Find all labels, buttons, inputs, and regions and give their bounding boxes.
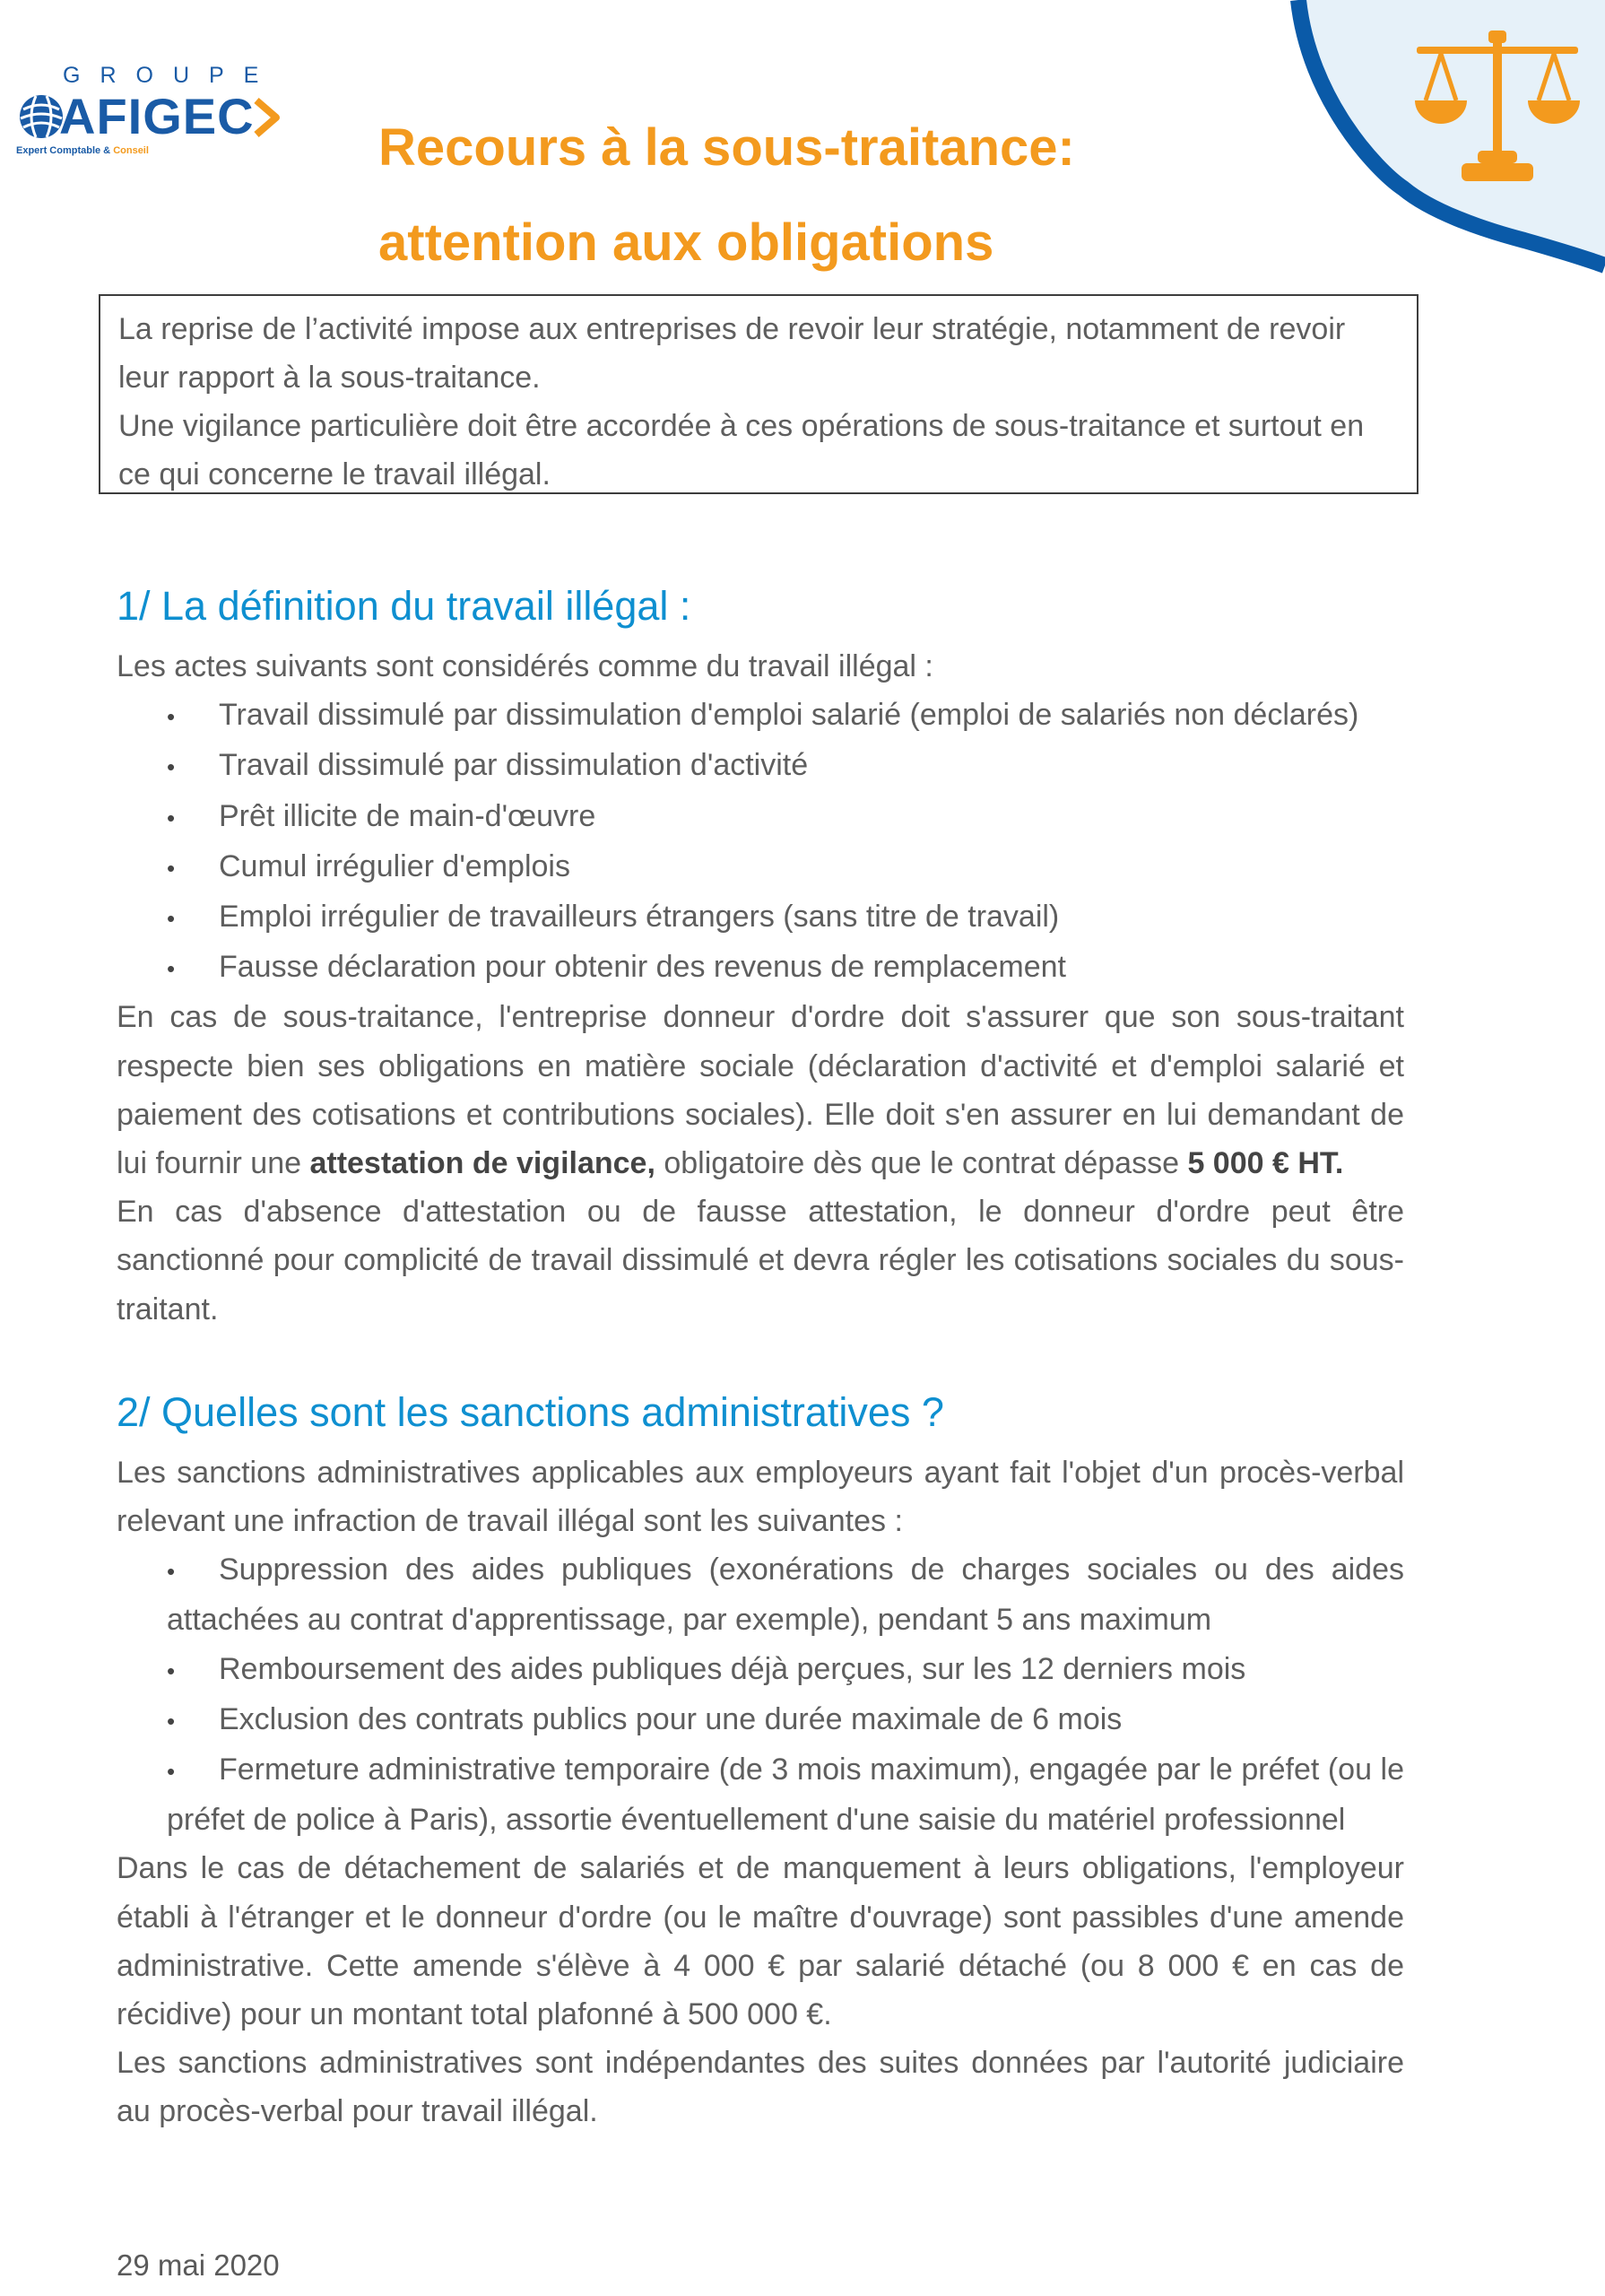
list-item — [117, 792, 1404, 842]
list-item-text: Travail dissimulé par dissimulation d'emploi salarié (emploi de salariés non déclarés) — [219, 698, 1359, 733]
list-item — [117, 691, 1404, 741]
logo-tagline-main: Expert Comptable & — [16, 145, 114, 156]
logo-tagline-accent: Conseil — [113, 145, 149, 156]
intro-box — [99, 294, 1418, 494]
attestation-term: attestation de vigilance, — [309, 1146, 655, 1181]
article-body — [117, 570, 1404, 2136]
list-item — [117, 1645, 1404, 1695]
list-item — [117, 1545, 1404, 1644]
list-item-text: Exclusion des contrats publics pour une durée maximale de 6 mois — [219, 1701, 1123, 1736]
intro-paragraph: La reprise de l’activité impose aux entreprises de revoir leur stratégie, notamment de revoir leur rapport à la sous-traitance. — [118, 312, 1346, 395]
independence-paragraph: Les sanctions administratives sont indépendantes des suites données par l'autorité judiciaire au procès-verbal pour travail illégal. — [117, 2046, 1404, 2129]
section-spacer — [117, 1334, 1404, 1377]
chevron-right-icon — [251, 97, 282, 138]
bullet-icon: • — [167, 1558, 176, 1586]
list-item — [117, 892, 1404, 943]
bullet-icon: • — [167, 703, 176, 731]
logo-brand: AFIGEC — [59, 88, 255, 144]
vigilance-paragraph — [117, 993, 1404, 1187]
threshold-amount: 5 000 € HT. — [1187, 1146, 1344, 1181]
vigilance-text-mid: obligatoire dès que le contrat dépasse — [655, 1146, 1188, 1181]
bullet-icon: • — [167, 1758, 176, 1786]
list-item-text: Fermeture administrative temporaire (de 3 mois maximum), engagée par le préfet (ou le préfet de police à Paris), assortie éventuellement d'une saisie du matériel professionnel — [167, 1752, 1404, 1838]
bullet-icon: • — [167, 955, 176, 983]
intro-paragraph: Une vigilance particulière doit être accordée à ces opérations de sous-traitance et surtout en ce qui concerne le travail illégal. — [118, 409, 1365, 491]
scales-of-justice-icon — [1415, 30, 1580, 181]
complicity-paragraph: En cas d'absence d'attestation ou de fausse attestation, le donneur d'ordre peut être sanctionné pour complicité de travail dissimulé et devra régler les cotisations sociales du sous-traitant. — [117, 1195, 1404, 1326]
list-item — [117, 741, 1404, 791]
section-lead: Les actes suivants sont considérés comme du travail illégal : — [117, 649, 933, 683]
bullet-icon: • — [167, 804, 176, 831]
fine-paragraph: Dans le cas de détachement de salariés et de manquement à leurs obligations, l'employeur établi à l'étranger et le donneur d'ordre (ou le maître d'ouvrage) sont passibles d'une amende administrative. Cette amende s'élève à 4 000 € par salarié détaché (ou 8 000 € en cas de récidive) pour un montant total plafonné à 500 000 €. — [117, 1851, 1404, 2032]
vigilance-text: En cas de sous-traitance, l'entreprise donneur d'ordre doit s'assurer que son sous-traitant respecte bien ses obligations en matière sociale (déclaration d'activité et d'emploi salarié et paiement des cotisations et contributions sociales). Elle doit s'en assurer en lui demandant de lui fournir une — [117, 1000, 1404, 1181]
bullet-icon: • — [167, 753, 176, 781]
list-item — [117, 943, 1404, 993]
list-item-text: Fausse déclaration pour obtenir des revenus de remplacement — [219, 950, 1066, 985]
list-item-text: Cumul irrégulier d'emplois — [219, 848, 570, 883]
list-item-text: Emploi irrégulier de travailleurs étrangers (sans titre de travail) — [219, 900, 1060, 935]
document-date: 29 mai 2020 — [117, 2248, 280, 2282]
logo-group-text: GROUPE — [63, 63, 279, 88]
section-heading-definition: 1/ La définition du travail illégal : — [117, 583, 691, 629]
list-item — [117, 1745, 1404, 1844]
illegal-work-list — [117, 691, 1404, 993]
bullet-icon: • — [167, 854, 176, 882]
bullet-icon: • — [167, 905, 176, 933]
bullet-icon: • — [167, 1657, 176, 1684]
page-title: Recours à la sous-traitance: attention aux obligations — [378, 118, 1075, 272]
logo-tagline — [16, 145, 149, 156]
bullet-icon: • — [167, 1707, 176, 1735]
sanctions-list — [117, 1545, 1404, 1844]
list-item-text: Suppression des aides publiques (exonérations de charges sociales ou des aides attachées au contrat d'apprentissage, par exemple), pendant 5 ans maximum — [167, 1552, 1404, 1638]
list-item — [117, 1695, 1404, 1745]
list-item-text: Travail dissimulé par dissimulation d'activité — [219, 748, 809, 783]
section-heading-sanctions: 2/ Quelles sont les sanctions administratives ? — [117, 1388, 944, 1435]
section-lead: Les sanctions administratives applicables aux employeurs ayant fait l'objet d'un procès-verbal relevant une infraction de travail illégal sont les suivantes : — [117, 1455, 1404, 1539]
list-item-text: Remboursement des aides publiques déjà perçues, sur les 12 derniers mois — [219, 1651, 1246, 1686]
list-item-text: Prêt illicite de main-d'œuvre — [219, 798, 596, 833]
company-logo — [16, 56, 285, 172]
list-item — [117, 842, 1404, 892]
